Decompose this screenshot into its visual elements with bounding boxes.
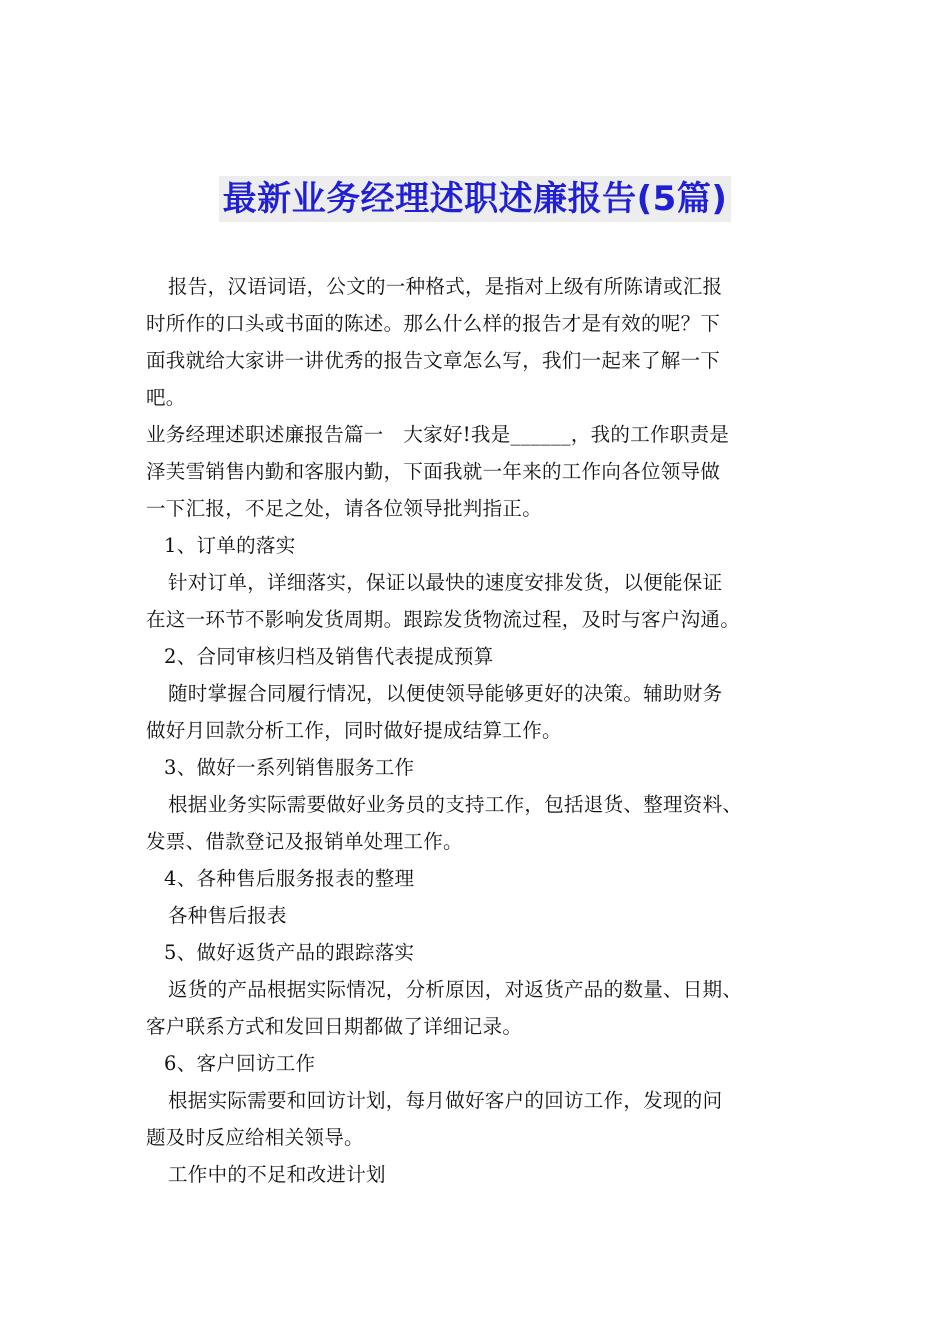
document-title: 最新业务经理述职述廉报告(5篇) — [219, 176, 732, 222]
paragraph-line: 报告，汉语词语，公文的一种格式，是指对上级有所陈请或汇报 — [168, 275, 723, 298]
paragraph-line: 泽芙雪销售内勤和客服内勤，下面我就一年来的工作向各位领导做 — [146, 460, 721, 483]
paragraph-line: 题及时反应给相关领导。 — [146, 1126, 364, 1149]
paragraph-line: 根据实际需要和回访计划，每月做好客户的回访工作，发现的问 — [168, 1089, 723, 1112]
paragraph-line: 发票、借款登记及报销单处理工作。 — [146, 830, 463, 853]
paragraph-line: 各种售后报表 — [168, 904, 287, 927]
paragraph-line: 面我就给大家讲一讲优秀的报告文章怎么写，我们一起来了解一下 — [146, 349, 721, 372]
section-heading: 5、做好返货产品的跟踪落实 — [164, 941, 415, 964]
paragraph-line: 一下汇报，不足之处，请各位领导批判指正。 — [146, 497, 543, 520]
paragraph-line: 随时掌握合同履行情况，以便使领导能够更好的决策。辅助财务 — [168, 682, 723, 705]
paragraph-line: 客户联系方式和发回日期都做了详细记录。 — [146, 1015, 523, 1038]
paragraph-line: 根据业务实际需要做好业务员的支持工作，包括退货、整理资料、 — [168, 793, 743, 816]
document-body — [146, 268, 818, 1193]
title-container — [0, 176, 950, 222]
paragraph-line: 做好月回款分析工作，同时做好提成结算工作。 — [146, 719, 562, 742]
section-heading: 2、合同审核归档及销售代表提成预算 — [164, 645, 494, 668]
paragraph-line: 业务经理述职述廉报告篇一 大家好!我是______，我的工作职责是 — [146, 423, 730, 446]
section-heading: 1、订单的落实 — [164, 534, 296, 557]
paragraph-line: 吧。 — [146, 386, 186, 409]
section-heading: 3、做好一系列销售服务工作 — [164, 756, 415, 779]
paragraph-line: 针对订单，详细落实，保证以最快的速度安排发货，以便能保证 — [168, 571, 723, 594]
paragraph-line: 工作中的不足和改进计划 — [168, 1163, 386, 1186]
paragraph-line: 返货的产品根据实际情况，分析原因，对返货产品的数量、日期、 — [168, 978, 743, 1001]
section-heading: 6、客户回访工作 — [164, 1052, 316, 1075]
paragraph-line: 在这一环节不影响发货周期。跟踪发货物流过程，及时与客户沟通。 — [146, 608, 741, 631]
paragraph-line: 时所作的口头或书面的陈述。那么什么样的报告才是有效的呢？下 — [146, 312, 721, 335]
section-heading: 4、各种售后服务报表的整理 — [164, 867, 415, 890]
